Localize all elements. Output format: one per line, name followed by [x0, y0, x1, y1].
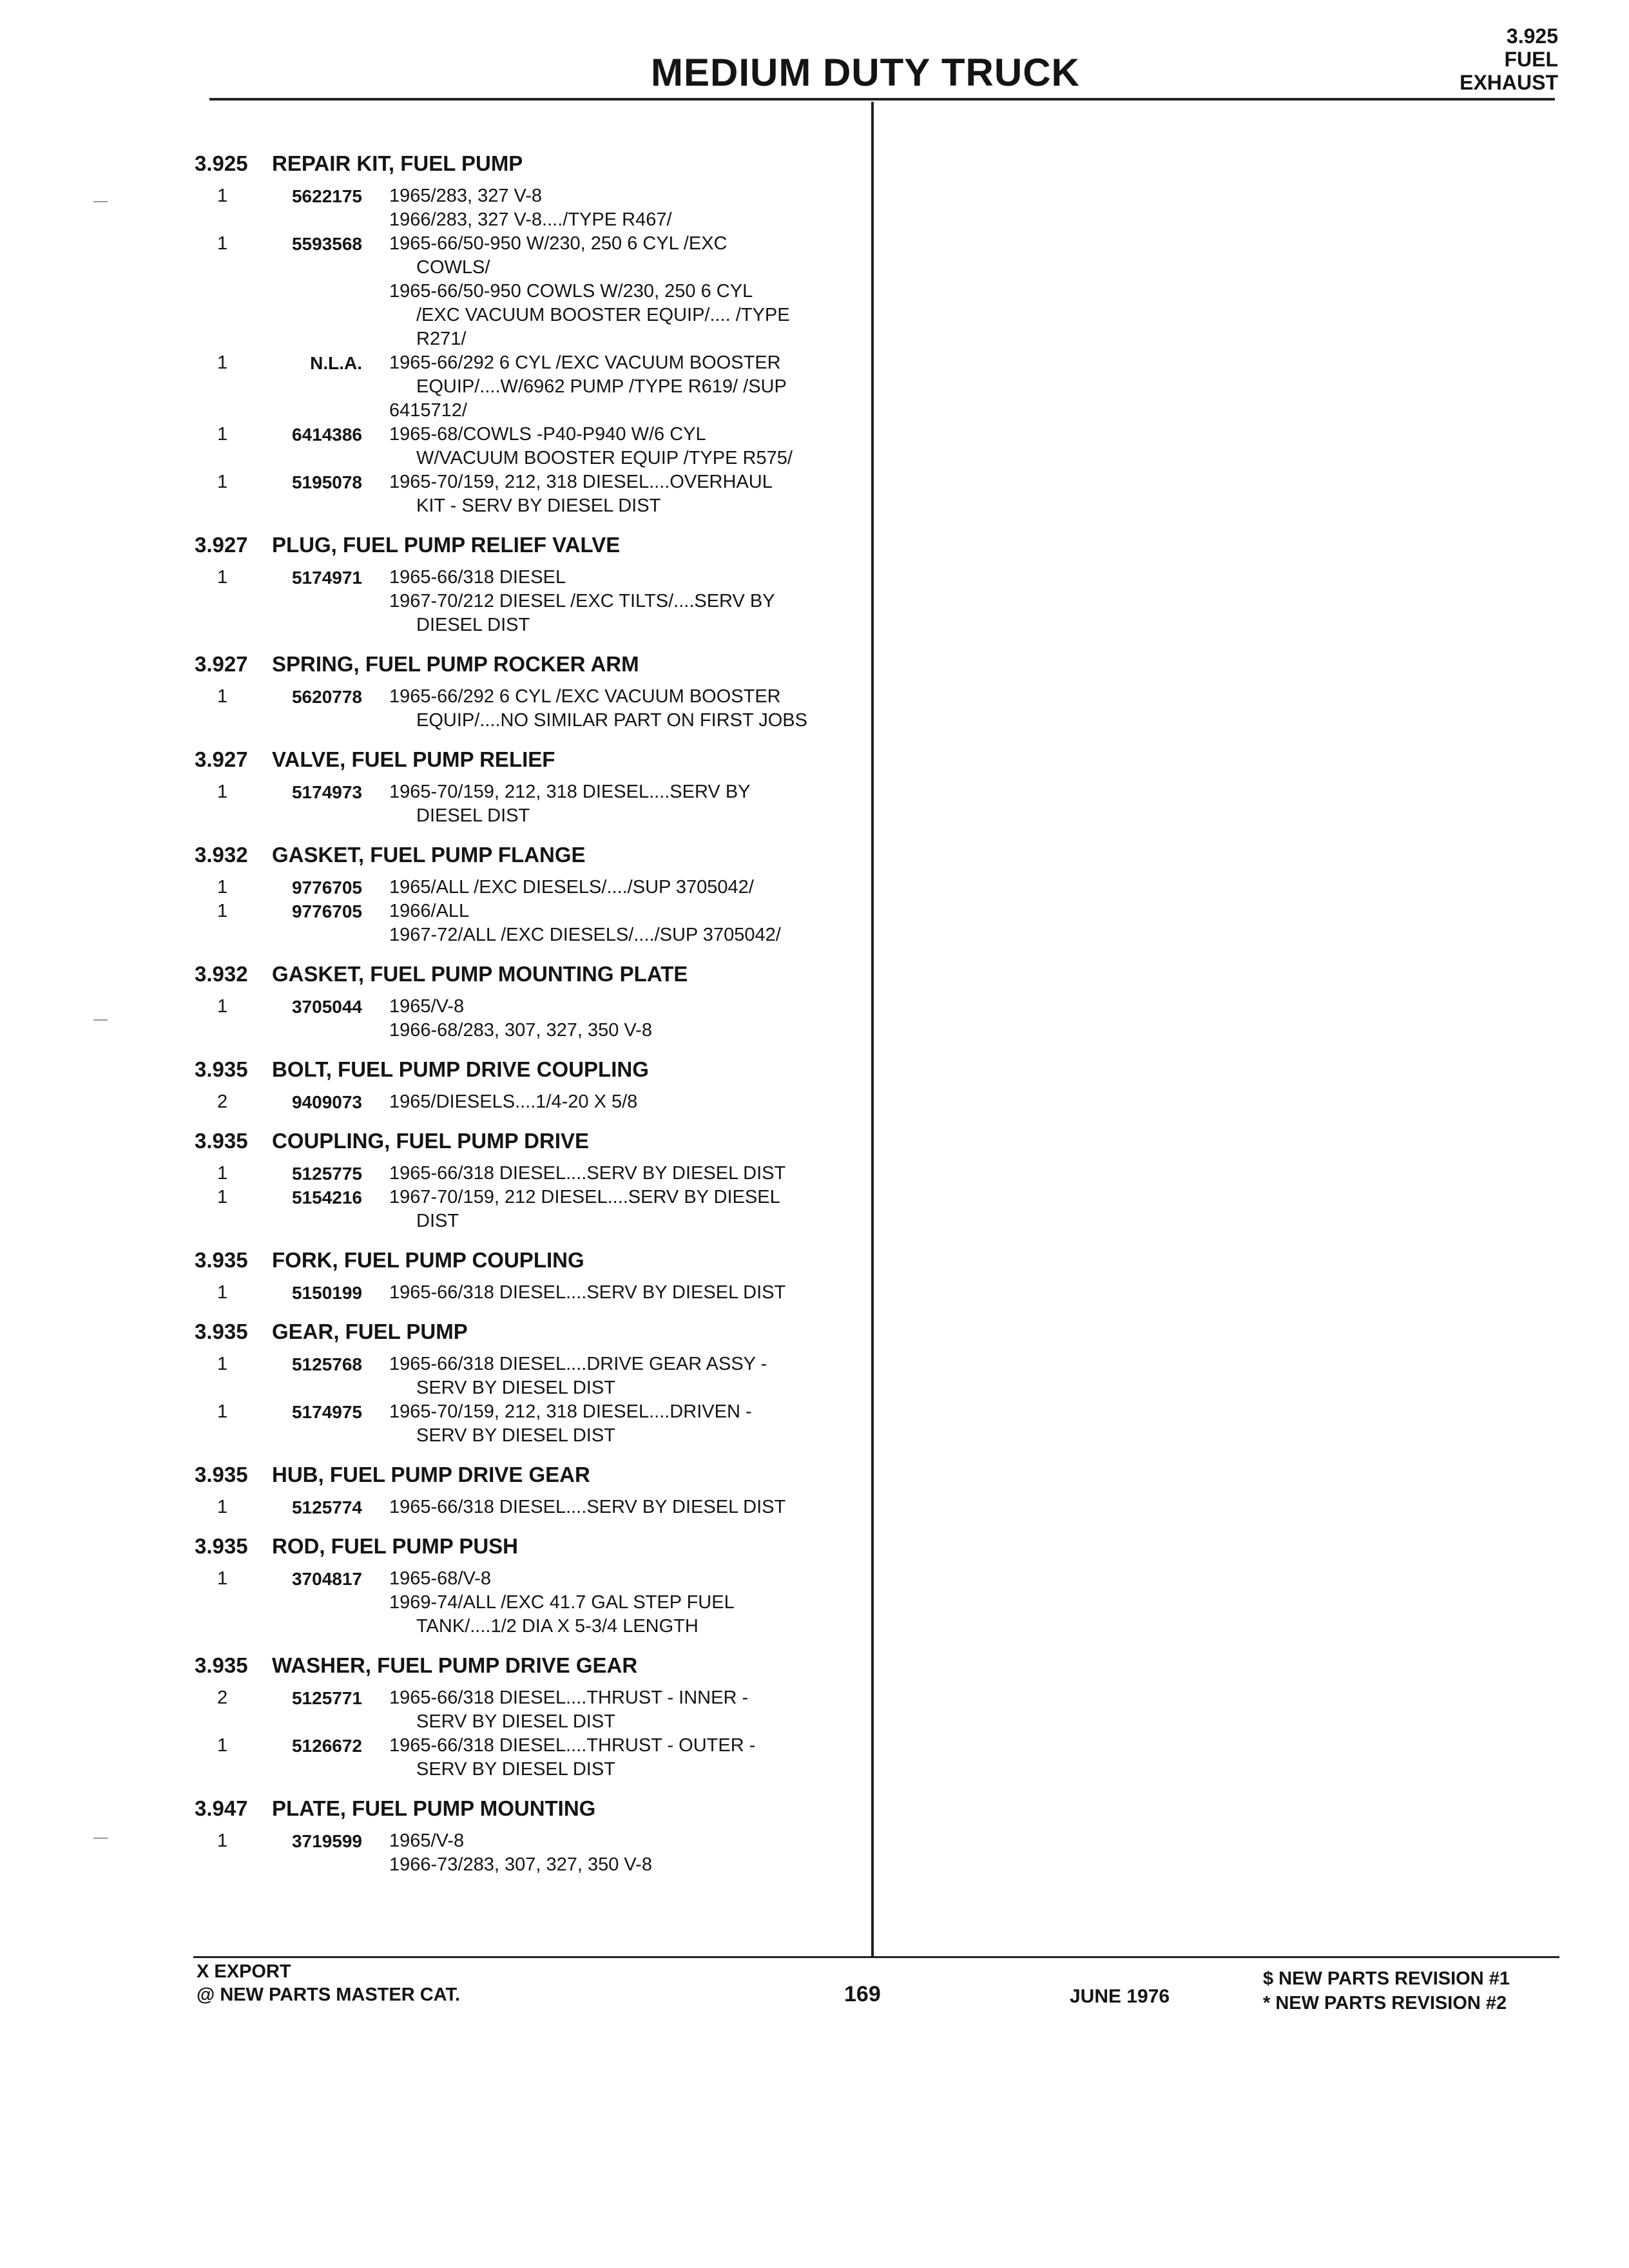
- quantity: 1: [217, 233, 228, 254]
- quantity: 1: [217, 1163, 228, 1184]
- section-code: 3.935: [195, 1248, 248, 1272]
- section-title: GASKET, FUEL PUMP FLANGE: [272, 843, 586, 867]
- part-entry: [195, 899, 865, 947]
- section-code: 3.927: [195, 533, 248, 557]
- footer-divider: [193, 1956, 1559, 1958]
- description-line: SERV BY DIESEL DIST: [416, 1425, 615, 1446]
- part-entry: [195, 232, 865, 351]
- description-line: EQUIP/....W/6962 PUMP /TYPE R619/ /SUP: [416, 376, 787, 397]
- section-title: VALVE, FUEL PUMP RELIEF: [272, 747, 555, 771]
- section-heading: [195, 841, 865, 869]
- catalog-section: [195, 745, 865, 828]
- catalog-section: [195, 1794, 865, 1877]
- quantity: 1: [217, 352, 228, 373]
- part-number: 5593568: [291, 234, 362, 254]
- section-code: 3.935: [195, 1320, 248, 1343]
- quantity: 1: [217, 1568, 228, 1589]
- application-description: [389, 184, 853, 232]
- section-code: 3.935: [195, 1129, 248, 1153]
- part-number: 3719599: [291, 1831, 362, 1851]
- legend-export: X EXPORT: [197, 1961, 291, 1982]
- description-line: W/VACUUM BOOSTER EQUIP /TYPE R575/: [416, 448, 793, 468]
- part-entry: [195, 1281, 865, 1305]
- application-description: [389, 423, 853, 470]
- quantity: 1: [217, 996, 228, 1017]
- part-entry: [195, 184, 865, 232]
- margin-tick: [93, 1019, 108, 1021]
- section-title: PLUG, FUEL PUMP RELIEF VALVE: [272, 533, 621, 557]
- group-label-fuel: FUEL: [1504, 48, 1558, 71]
- section-heading: [195, 1651, 865, 1680]
- application-description: [389, 1281, 853, 1305]
- part-number: 5150199: [291, 1283, 362, 1303]
- application-description: [389, 995, 853, 1043]
- description-line: 1966-68/283, 307, 327, 350 V-8: [389, 1020, 652, 1041]
- quantity: 1: [217, 686, 228, 707]
- part-entry: [195, 876, 865, 899]
- application-description: [389, 1734, 853, 1782]
- catalog-section: [195, 531, 865, 637]
- section-number: 3.925: [1506, 24, 1558, 48]
- quantity: 1: [217, 472, 228, 492]
- catalog-section: [195, 1127, 865, 1233]
- revision-2: * NEW PARTS REVISION #2: [1263, 1993, 1507, 2013]
- description-line: 1965-66/50-950 W/230, 250 6 CYL /EXC: [389, 233, 728, 254]
- description-line: 1965-66/318 DIESEL....SERV BY DIESEL DIST: [389, 1282, 786, 1303]
- application-description: [389, 876, 853, 899]
- catalog-section: [195, 650, 865, 733]
- description-line: 1965-68/COWLS -P40-P940 W/6 CYL: [389, 424, 706, 445]
- description-line: 1965-66/318 DIESEL....THRUST - INNER -: [389, 1687, 749, 1708]
- part-entry: [195, 423, 865, 470]
- part-number: 5154216: [291, 1187, 362, 1207]
- application-description: [389, 566, 853, 637]
- description-line: 1965-70/159, 212, 318 DIESEL....SERV BY: [389, 782, 751, 802]
- description-line: EQUIP/....NO SIMILAR PART ON FIRST JOBS: [416, 710, 807, 731]
- section-title: ROD, FUEL PUMP PUSH: [272, 1534, 518, 1558]
- section-title: BOLT, FUEL PUMP DRIVE COUPLING: [272, 1057, 649, 1081]
- description-line: R271/: [416, 329, 467, 349]
- section-code: 3.932: [195, 843, 248, 867]
- part-entry: [195, 1400, 865, 1448]
- part-entry: [195, 566, 865, 637]
- part-entry: [195, 1686, 865, 1734]
- part-number: 5126672: [291, 1736, 362, 1756]
- description-line: 1965/DIESELS....1/4-20 X 5/8: [389, 1091, 638, 1112]
- part-entry: [195, 1352, 865, 1400]
- publication-date: JUNE 1976: [1070, 1986, 1170, 2007]
- quantity: 2: [217, 1687, 228, 1708]
- quantity: 1: [217, 186, 228, 206]
- description-line: 1969-74/ALL /EXC 41.7 GAL STEP FUEL: [389, 1592, 735, 1613]
- description-line: 1965-66/318 DIESEL....DRIVE GEAR ASSY -: [389, 1354, 767, 1374]
- part-number: 5622175: [291, 186, 362, 206]
- page-number: 169: [844, 1982, 881, 2006]
- description-line: 1965/V-8: [389, 1831, 465, 1851]
- group-label-exhaust: EXHAUST: [1460, 71, 1558, 94]
- section-code: 3.927: [195, 747, 248, 771]
- application-description: [389, 1829, 853, 1877]
- catalog-section: [195, 1532, 865, 1639]
- part-entry: [195, 1162, 865, 1186]
- part-number: N.L.A.: [310, 353, 362, 373]
- quantity: 1: [217, 877, 228, 898]
- description-line: 1965-66/318 DIESEL: [389, 567, 566, 588]
- section-heading: [195, 1127, 865, 1155]
- description-line: DIESEL DIST: [416, 615, 530, 635]
- catalog-section: [195, 1246, 865, 1305]
- description-line: 1966-73/283, 307, 327, 350 V-8: [389, 1854, 652, 1875]
- part-entry: [195, 1186, 865, 1233]
- application-description: [389, 1352, 853, 1400]
- parts-list: [195, 149, 865, 1890]
- description-line: DIESEL DIST: [416, 805, 530, 826]
- page-title: MEDIUM DUTY TRUCK: [651, 51, 1080, 94]
- description-line: 1965-68/V-8: [389, 1568, 492, 1589]
- section-heading: [195, 650, 865, 678]
- part-number: 5174971: [291, 568, 362, 588]
- description-line: KIT - SERV BY DIESEL DIST: [416, 495, 661, 516]
- catalog-section: [195, 960, 865, 1043]
- application-description: [389, 351, 853, 423]
- description-line: 1967-70/159, 212 DIESEL....SERV BY DIESEL: [389, 1187, 780, 1207]
- description-line: 1965/V-8: [389, 996, 465, 1017]
- application-description: [389, 1186, 853, 1233]
- header-divider: [209, 98, 1555, 101]
- section-title: WASHER, FUEL PUMP DRIVE GEAR: [272, 1653, 638, 1677]
- part-entry: [195, 685, 865, 733]
- catalog-section: [195, 1651, 865, 1782]
- footer-legend: [197, 1960, 460, 2006]
- part-number: 5174975: [291, 1402, 362, 1422]
- section-heading: [195, 1461, 865, 1489]
- quantity: 1: [217, 1354, 228, 1374]
- description-line: COWLS/: [416, 257, 490, 278]
- part-number: 3705044: [291, 997, 362, 1017]
- application-description: [389, 1495, 853, 1519]
- quantity: 1: [217, 1187, 228, 1207]
- catalog-section: [195, 1318, 865, 1448]
- section-title: SPRING, FUEL PUMP ROCKER ARM: [272, 652, 639, 676]
- part-number: 5174973: [291, 782, 362, 802]
- application-description: [389, 232, 853, 351]
- revision-1: $ NEW PARTS REVISION #1: [1263, 1968, 1510, 1989]
- application-description: [389, 470, 853, 518]
- catalog-section: [195, 841, 865, 947]
- quantity: 1: [217, 1497, 228, 1517]
- part-entry: [195, 1567, 865, 1639]
- quantity: 1: [217, 567, 228, 588]
- section-code: 3.925: [195, 151, 248, 175]
- section-index: [1460, 24, 1558, 94]
- section-heading: [195, 1318, 865, 1346]
- section-heading: [195, 531, 865, 559]
- part-number: 5125768: [291, 1354, 362, 1374]
- part-number: 5195078: [291, 472, 362, 492]
- revision-legend: [1263, 1966, 1510, 2015]
- section-title: REPAIR KIT, FUEL PUMP: [272, 151, 523, 175]
- description-line: 1967-72/ALL /EXC DIESELS/..../SUP 3705042/: [389, 925, 781, 945]
- part-number: 9776705: [291, 878, 362, 898]
- application-description: [389, 1162, 853, 1186]
- margin-tick: [93, 1838, 108, 1839]
- description-line: TANK/....1/2 DIA X 5-3/4 LENGTH: [416, 1616, 699, 1637]
- quantity: 1: [217, 424, 228, 445]
- section-code: 3.935: [195, 1653, 248, 1677]
- section-code: 3.927: [195, 652, 248, 676]
- application-description: [389, 685, 853, 733]
- section-code: 3.935: [195, 1463, 248, 1486]
- section-heading: [195, 1246, 865, 1274]
- catalog-section: [195, 1461, 865, 1519]
- part-entry: [195, 1829, 865, 1877]
- description-line: 1965-66/318 DIESEL....SERV BY DIESEL DIST: [389, 1497, 786, 1517]
- part-entry: [195, 470, 865, 518]
- application-description: [389, 1567, 853, 1639]
- description-line: 1965-66/318 DIESEL....SERV BY DIESEL DIST: [389, 1163, 786, 1184]
- part-number: 5125774: [291, 1497, 362, 1517]
- section-title: HUB, FUEL PUMP DRIVE GEAR: [272, 1463, 590, 1486]
- quantity: 1: [217, 782, 228, 802]
- section-title: GASKET, FUEL PUMP MOUNTING PLATE: [272, 962, 688, 986]
- section-heading: [195, 960, 865, 988]
- section-heading: [195, 149, 865, 178]
- description-line: 1965-70/159, 212, 318 DIESEL....OVERHAUL: [389, 472, 773, 492]
- section-title: PLATE, FUEL PUMP MOUNTING: [272, 1796, 596, 1820]
- application-description: [389, 1400, 853, 1448]
- section-code: 3.932: [195, 962, 248, 986]
- description-line: 1965-66/292 6 CYL /EXC VACUUM BOOSTER: [389, 352, 781, 373]
- description-line: 6415712/: [389, 400, 467, 421]
- legend-master-catalog: @ NEW PARTS MASTER CAT.: [197, 1984, 461, 2005]
- section-heading: [195, 1532, 865, 1561]
- application-description: [389, 1686, 853, 1734]
- quantity: 1: [217, 901, 228, 921]
- section-code: 3.935: [195, 1534, 248, 1558]
- quantity: 1: [217, 1735, 228, 1756]
- part-number: 5125771: [291, 1688, 362, 1708]
- application-description: [389, 780, 853, 828]
- description-line: SERV BY DIESEL DIST: [416, 1378, 615, 1398]
- catalog-section: [195, 1055, 865, 1114]
- margin-tick: [93, 201, 108, 202]
- description-line: SERV BY DIESEL DIST: [416, 1759, 615, 1780]
- part-entry: [195, 780, 865, 828]
- part-entry: [195, 351, 865, 423]
- part-number: 6414386: [291, 425, 362, 445]
- section-title: GEAR, FUEL PUMP: [272, 1320, 468, 1343]
- quantity: 1: [217, 1831, 228, 1851]
- part-number: 5620778: [291, 687, 362, 707]
- section-heading: [195, 1794, 865, 1823]
- part-entry: [195, 995, 865, 1043]
- section-title: FORK, FUEL PUMP COUPLING: [272, 1248, 584, 1272]
- description-line: 1965/283, 327 V-8: [389, 186, 543, 206]
- description-line: 1965-66/318 DIESEL....THRUST - OUTER -: [389, 1735, 756, 1756]
- description-line: 1966/283, 327 V-8..../TYPE R467/: [389, 209, 672, 230]
- application-description: [389, 1090, 853, 1114]
- column-divider: [871, 102, 874, 1956]
- description-line: 1967-70/212 DIESEL /EXC TILTS/....SERV BY: [389, 591, 775, 611]
- quantity: 2: [217, 1091, 228, 1112]
- part-entry: [195, 1090, 865, 1114]
- description-line: 1965-66/292 6 CYL /EXC VACUUM BOOSTER: [389, 686, 781, 707]
- part-entry: [195, 1495, 865, 1519]
- application-description: [389, 899, 853, 947]
- section-heading: [195, 745, 865, 774]
- part-number: 9776705: [291, 901, 362, 921]
- description-line: SERV BY DIESEL DIST: [416, 1711, 615, 1732]
- section-code: 3.947: [195, 1796, 248, 1820]
- section-code: 3.935: [195, 1057, 248, 1081]
- description-line: 1965-66/50-950 COWLS W/230, 250 6 CYL: [389, 281, 753, 302]
- description-line: DIST: [416, 1211, 459, 1231]
- catalog-section: [195, 149, 865, 518]
- quantity: 1: [217, 1401, 228, 1422]
- description-line: /EXC VACUUM BOOSTER EQUIP/.... /TYPE: [416, 305, 790, 325]
- description-line: 1965-70/159, 212, 318 DIESEL....DRIVEN -: [389, 1401, 752, 1422]
- part-number: 3704817: [291, 1569, 362, 1589]
- part-number: 5125775: [291, 1164, 362, 1184]
- description-line: 1966/ALL: [389, 901, 470, 921]
- section-title: COUPLING, FUEL PUMP DRIVE: [272, 1129, 590, 1153]
- part-entry: [195, 1734, 865, 1782]
- part-number: 9409073: [291, 1092, 362, 1112]
- description-line: 1965/ALL /EXC DIESELS/..../SUP 3705042/: [389, 877, 754, 898]
- quantity: 1: [217, 1282, 228, 1303]
- section-heading: [195, 1055, 865, 1084]
